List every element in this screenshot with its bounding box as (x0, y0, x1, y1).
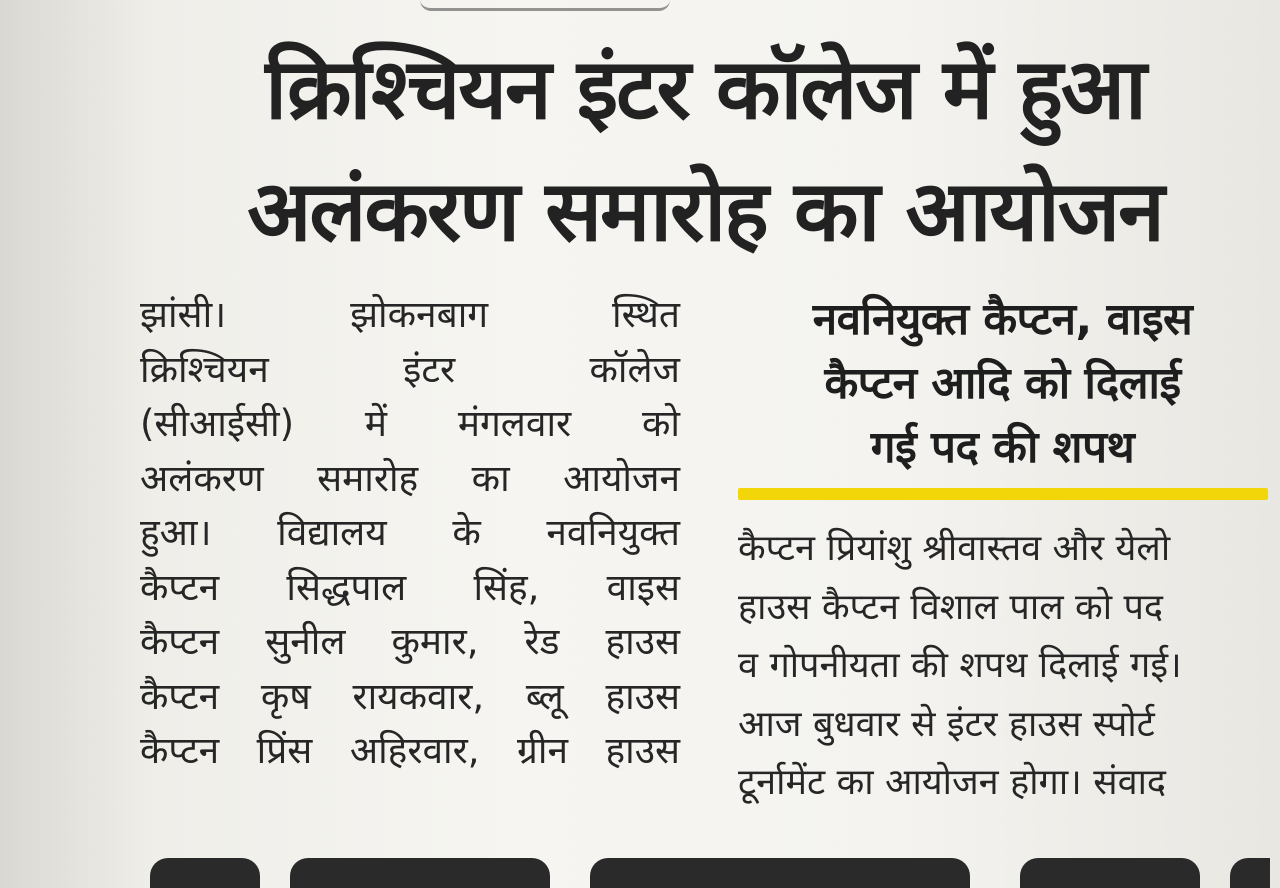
article-subheadline (740, 288, 1265, 480)
body-line: झांसी। झोकनबाग स्थित (140, 293, 680, 336)
body-line: अलंकरण समारोह का आयोजन (140, 456, 680, 500)
body-line: आज बुधवार से इंटर हाउस स्पोर्ट (738, 703, 1155, 745)
headline-line-2: अलंकरण समारोह का आयोजन (247, 162, 1163, 260)
body-line: व गोपनीयता की शपथ दिलाई गई। (738, 645, 1182, 686)
subhead-line-2: कैप्टन आदि को दिलाई (824, 358, 1181, 409)
article-headline (150, 28, 1260, 272)
yellow-divider-rule (738, 488, 1268, 500)
body-line: हाउस कैप्टन विशाल पाल को पद (738, 586, 1164, 628)
subhead-line-3: गई पद की शपथ (870, 422, 1135, 473)
body-line: कैप्टन प्रियांशु श्रीवास्तव और येलो (738, 528, 1171, 569)
headline-line-1: क्रिश्चियन इंटर कॉलेज में हुआ (265, 40, 1145, 138)
body-line: कैप्टन सिद्धपाल सिंह, वाइस (140, 565, 680, 609)
body-line: हुआ। विद्यालय के नवनियुक्त (140, 511, 680, 554)
previous-article-edge (420, 0, 670, 11)
body-line: कैप्टन सुनील कुमार, रेड हाउस (140, 620, 680, 663)
body-line: क्रिश्चियन इंटर कॉलेज (140, 347, 680, 391)
body-line: टूर्नामेंट का आयोजन होगा। संवाद (738, 762, 1167, 803)
body-line: कैप्टन प्रिंस अहिरवार, ग्रीन हाउस (140, 729, 680, 772)
left-text-column (140, 288, 680, 779)
right-text-column (738, 520, 1270, 813)
next-article-headline-edge (150, 858, 1270, 888)
body-line: कैप्टन कृष रायकवार, ब्लू हाउस (140, 674, 680, 718)
subhead-line-1: नवनियुक्त कैप्टन, वाइस (812, 294, 1193, 345)
body-line: (सीआईसी) में मंगलवार को (140, 402, 680, 445)
